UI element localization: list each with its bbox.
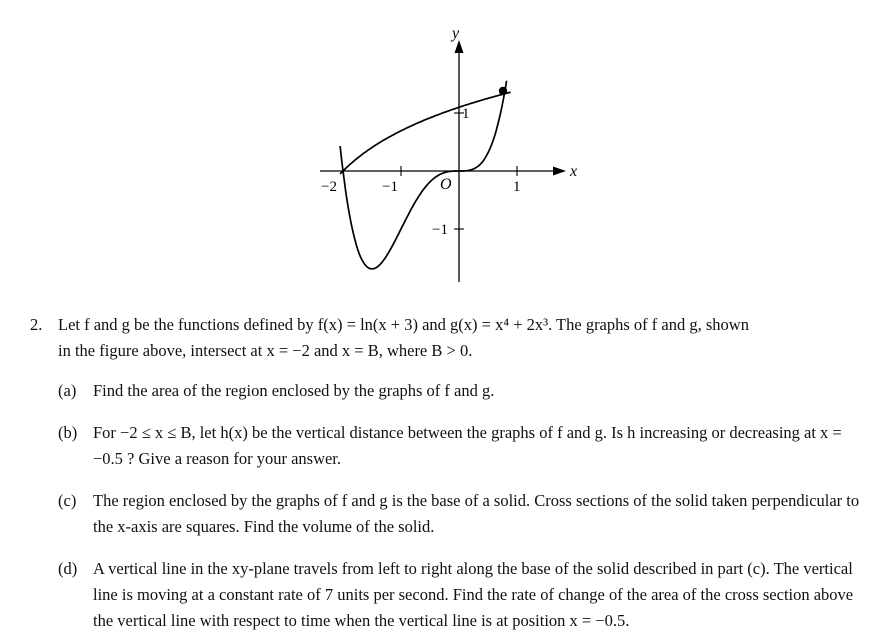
part-b — [30, 420, 875, 472]
part-a — [30, 378, 875, 404]
x-axis-label: x — [570, 163, 578, 180]
stem-line-1: Let f and g be the functions defined by f(x) = ln(x + 3) and g(x) = x⁴ + 2x³. The graphs of f and g, shown — [58, 315, 749, 334]
y-axis-label: y — [452, 25, 460, 42]
tick-label-neg2: −2 — [321, 179, 337, 195]
part-d-label: (d) — [58, 559, 78, 578]
tick-label-neg1y: −1 — [432, 222, 448, 238]
part-c-label: (c) — [58, 491, 77, 510]
intersection-point — [499, 87, 507, 95]
curve-g — [340, 81, 507, 269]
x-axis-arrow — [553, 167, 566, 176]
tick-label-neg1: −1 — [382, 179, 398, 195]
part-d-text: A vertical line in the xy-plane travels from left to right along the base of the solid described in part (c). The vertical line is moving at a constant rate of 7 units per second. Find the rate of change of the area of the cross section above the vertical line with respect to time when the vertical line is at position x = −0.5. — [93, 559, 854, 630]
part-c — [30, 488, 875, 540]
graph-figure — [0, 0, 889, 300]
stem-line-2: in the figure above, intersect at x = −2 and x = B, where B > 0. — [58, 341, 473, 360]
curve-f — [340, 92, 511, 174]
part-a-label: (a) — [58, 381, 77, 400]
problem-stem — [30, 312, 875, 364]
problem-2 — [30, 312, 875, 634]
tick-label-1x: 1 — [513, 179, 521, 195]
problem-number: 2. — [30, 315, 43, 334]
part-a-text: Find the area of the region enclosed by the graphs of f and g. — [93, 381, 495, 400]
part-b-text: For −2 ≤ x ≤ B, let h(x) be the vertical distance between the graphs of f and g. Is h increasing or decreasing at x = −0.5 ? Give a reason for your answer. — [93, 423, 842, 468]
origin-label: O — [440, 176, 452, 193]
tick-label-1y: 1 — [462, 106, 470, 122]
part-b-label: (b) — [58, 423, 78, 442]
part-c-text: The region enclosed by the graphs of f and g is the base of a solid. Cross sections of the solid taken perpendicular to the x-axis are squares. Find the volume of the solid. — [93, 491, 860, 536]
part-d — [30, 556, 875, 634]
